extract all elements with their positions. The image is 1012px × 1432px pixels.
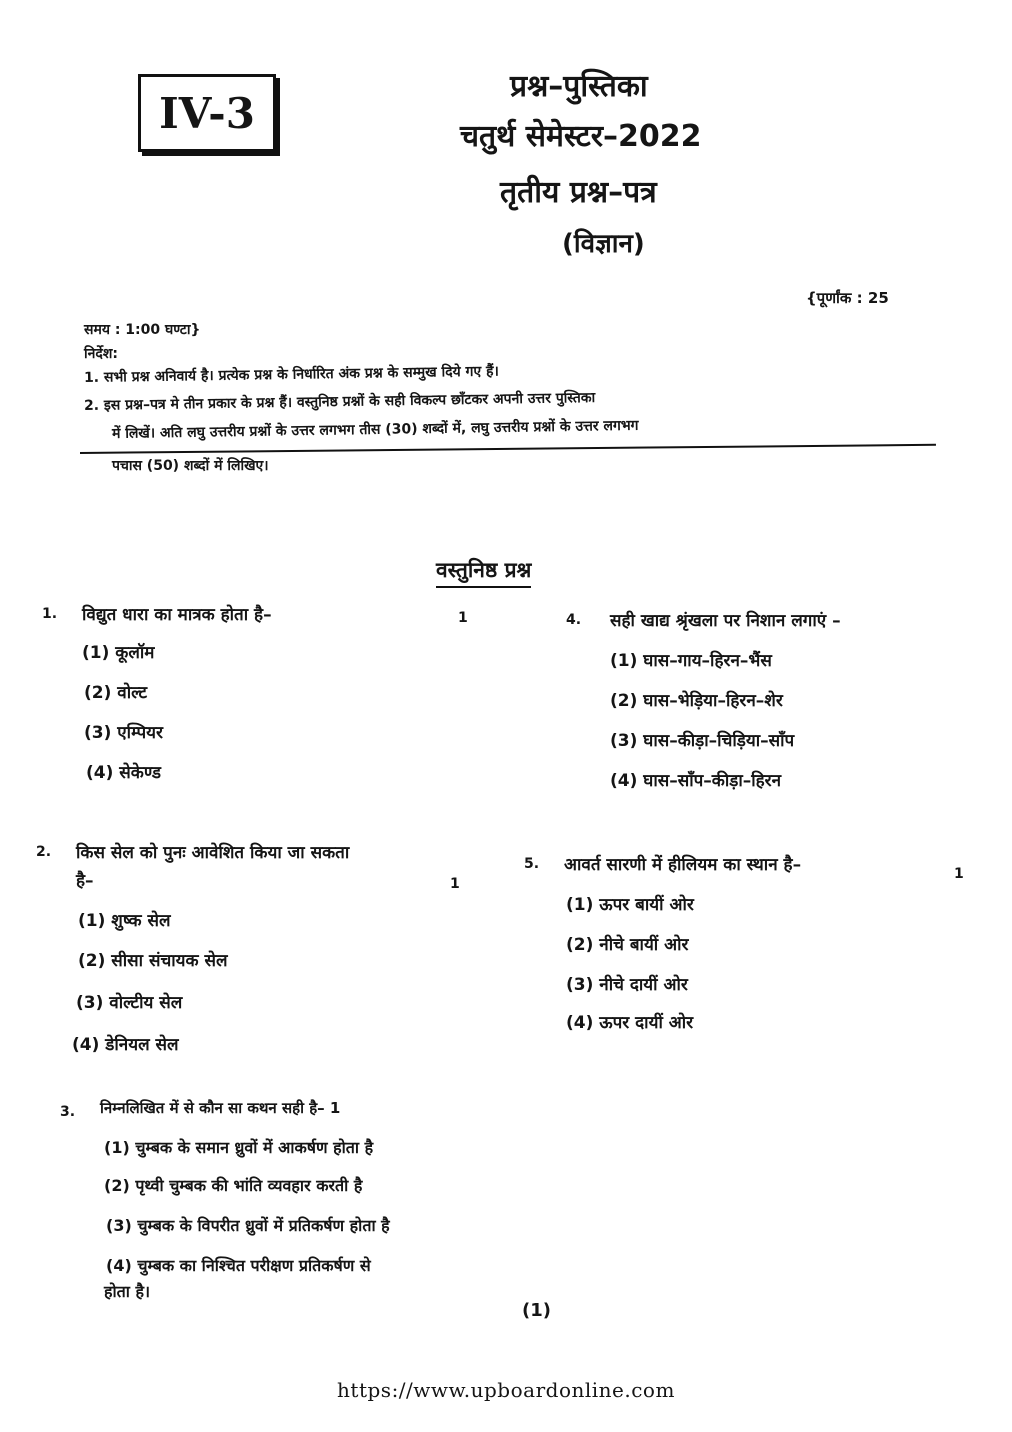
title-subject: (विज्ञान)	[562, 229, 645, 259]
header-divider	[80, 444, 936, 454]
option-2: (2) नीचे बायीं ओर	[566, 935, 689, 955]
title-booklet: प्रश्न–पुस्तिका	[510, 69, 648, 104]
option-2: (2) सीसा संचायक सेल	[78, 951, 228, 971]
question-number: 1.	[42, 606, 58, 622]
option-4: (4) घास–साँप–कीड़ा–हिरन	[610, 771, 782, 791]
paper-code: IV-3	[159, 88, 255, 138]
question-number: 4.	[566, 612, 582, 628]
option-1: (1) चुम्बक के समान ध्रुवों में आकर्षण होता है	[104, 1138, 374, 1157]
footer-url: https://www.upboardonline.com	[337, 1378, 675, 1402]
max-marks: {पूर्णांक : 25	[806, 289, 889, 307]
option-4: (4) ऊपर दायीं ओर	[566, 1013, 694, 1033]
option-4: (4) डेनियल सेल	[72, 1035, 179, 1055]
instruction-2: 2. इस प्रश्न–पत्र मे तीन प्रकार के प्रश्न हैं। वस्तुनिष्ठ प्रश्नों के सही विकल्प छाँटकर अपनी उत्तर पुस्तिका	[83, 389, 596, 414]
question-marks: 1	[954, 866, 964, 882]
question-text: आवर्त सारणी में हीलियम का स्थान है–	[564, 855, 802, 875]
question-marks: 1	[450, 876, 460, 892]
option-3: (3) चुम्बक के विपरीत ध्रुवों में प्रतिकर्षण होता है	[106, 1216, 390, 1235]
question-marks: 1	[458, 610, 468, 626]
option-2: (2) वोल्ट	[84, 683, 148, 703]
instruction-1: 1. सभी प्रश्न अनिवार्य है। प्रत्येक प्रश्न के निर्धारित अंक प्रश्न के सम्मुख दिये गए हैं।	[83, 363, 499, 386]
paper-code-box	[138, 74, 276, 152]
page-number: (1)	[522, 1300, 551, 1321]
section-title: वस्तुनिष्ठ प्रश्न	[436, 556, 531, 588]
option-1: (1) शुष्क सेल	[78, 911, 171, 931]
option-4: (4) चुम्बक का निश्चित परीक्षण प्रतिकर्षण से	[106, 1256, 371, 1275]
option-4: (4) सेकेण्ड	[86, 763, 162, 783]
option-3: (3) घास–कीड़ा–चिड़िया–साँप	[610, 731, 795, 751]
instruction-2-continued: में लिखें। अति लघु उत्तरीय प्रश्नों के उत्तर लगभग तीस (30) शब्दों में, लघु उत्तरीय प्रश्नों के उत्तर लगभग	[111, 417, 639, 442]
option-1: (1) कूलॉम	[82, 643, 155, 663]
option-3: (3) नीचे दायीं ओर	[566, 975, 688, 995]
option-4-continued: होता है।	[104, 1282, 151, 1301]
time-allowed: समय : 1:00 घण्टा}	[84, 322, 201, 338]
option-1: (1) घास–गाय–हिरन–भैंस	[610, 651, 772, 671]
option-1: (1) ऊपर बायीं ओर	[566, 895, 694, 915]
title-paper: तृतीय प्रश्न–पत्र	[500, 175, 657, 210]
instructions-label: निर्देश:	[84, 346, 118, 362]
question-text-continued: है–	[76, 871, 94, 891]
title-semester: चतुर्थ सेमेस्टर–2022	[460, 119, 702, 154]
question-number: 5.	[524, 856, 540, 872]
option-3: (3) वोल्टीय सेल	[76, 993, 183, 1013]
question-text: किस सेल को पुनः आवेशित किया जा सकता	[76, 843, 350, 863]
option-2: (2) पृथ्वी चुम्बक की भांति व्यवहार करती है	[104, 1176, 363, 1195]
question-text: विद्युत धारा का मात्रक होता है–	[82, 605, 272, 625]
instruction-2-end: पचास (50) शब्दों में लिखिए।	[112, 458, 269, 474]
question-text: निम्नलिखित में से कौन सा कथन सही है– 1	[100, 1099, 341, 1117]
option-2: (2) घास–भेड़िया–हिरन–शेर	[610, 691, 783, 711]
question-text: सही खाद्य श्रृंखला पर निशान लगाएं –	[610, 611, 841, 631]
question-number: 3.	[60, 1104, 76, 1120]
option-3: (3) एम्पियर	[84, 723, 163, 743]
question-number: 2.	[36, 844, 52, 860]
